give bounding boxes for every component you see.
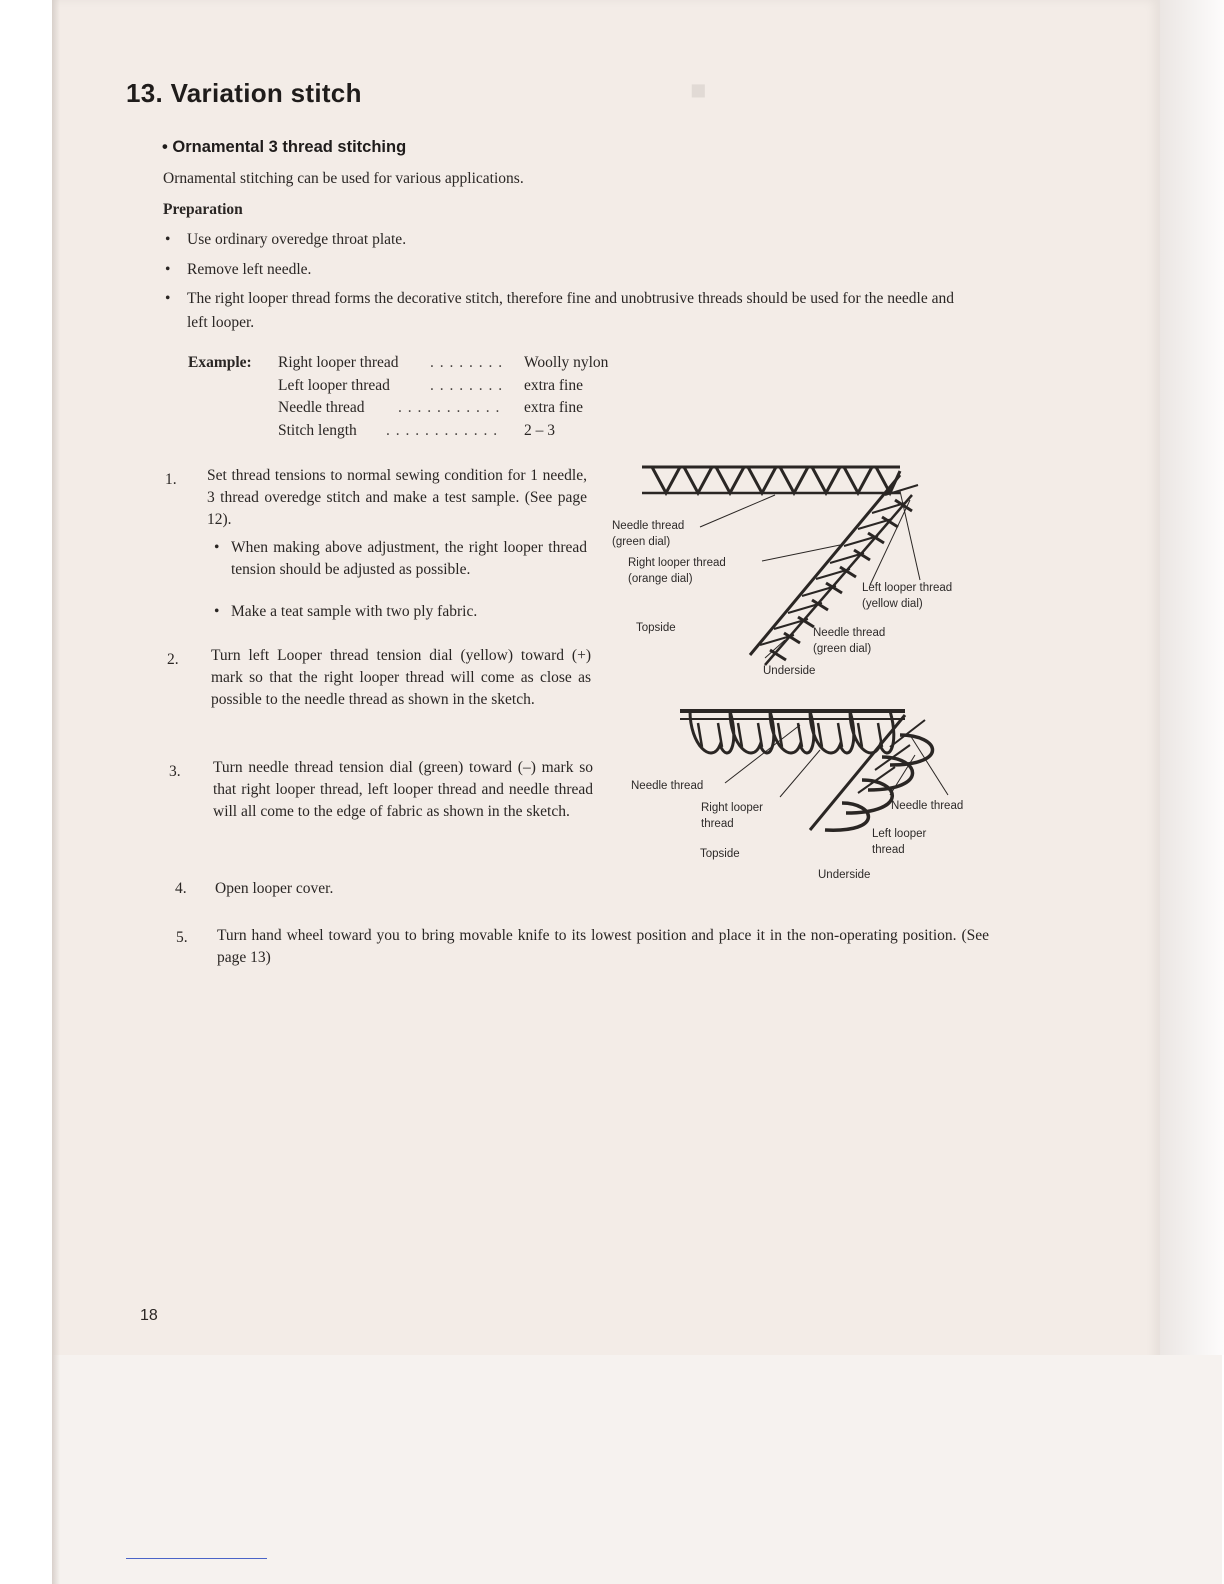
leader-dots: . . . . . . . .: [430, 377, 504, 394]
example-label: Example:: [188, 354, 252, 371]
page-edge-shadow: [1160, 0, 1224, 1355]
diagram-label: Needle thread: [813, 627, 886, 639]
step-text: Turn hand wheel toward you to bring movable knife to its lowest position and place it in the non-operating position. (See page 13): [217, 927, 989, 966]
step-text: Turn needle thread tension dial (green) toward (–) mark so that right looper thread, left looper thread and needle thread will all come to the edge of fabric as shown in the sketch.: [213, 759, 593, 820]
bullet-icon: •: [214, 539, 220, 556]
example-row-name: Right looper thread: [278, 354, 399, 371]
diagram-label: Needle thread: [612, 520, 685, 532]
intro-text: Ornamental stitching can be used for various applications.: [163, 170, 524, 187]
step-sub-text: Make a teat sample with two ply fabric.: [231, 603, 478, 620]
step-number: 5.: [176, 929, 188, 946]
show-through-artifact: ■: [690, 75, 707, 105]
step-number: 4.: [175, 880, 187, 897]
diagram-label: Needle thread: [891, 800, 964, 812]
diagram-label: Needle thread: [631, 780, 704, 792]
diagram-label: Left looper thread: [862, 582, 953, 594]
diagram-label: (green dial): [813, 643, 872, 655]
example-row-value: extra fine: [524, 377, 583, 394]
diagram-label: Topside: [636, 622, 676, 634]
leader-dots: . . . . . . . .: [430, 354, 504, 371]
leader-dots: . . . . . . . . . . .: [398, 399, 501, 416]
stitch-diagram-2: [620, 695, 990, 845]
example-row-name: Needle thread: [278, 399, 365, 416]
step-text: Set thread tensions to normal sewing condition for 1 needle, 3 thread overedge stitch and make a test sample. (See page 12).: [207, 467, 587, 528]
bullet-icon: •: [165, 231, 171, 248]
example-row-name: Stitch length: [278, 422, 357, 439]
bullet-icon: •: [165, 261, 171, 278]
diagram-label: (yellow dial): [862, 598, 923, 610]
footer-rule: [126, 1558, 267, 1559]
step-number: 2.: [167, 651, 179, 668]
bullet-icon: •: [165, 290, 171, 307]
step-text: Turn left Looper thread tension dial (yellow) toward (+) mark so that the right looper thread will come as close as possible to the needle thread as shown in the sketch.: [211, 647, 591, 708]
page-bottom-sheet: [52, 1355, 1222, 1584]
bullet-icon: •: [214, 603, 220, 620]
diagram-label: Underside: [763, 665, 816, 677]
diagram-label: Topside: [700, 848, 740, 860]
diagram-label: Underside: [818, 869, 871, 881]
step-sub-text: When making above adjustment, the right looper thread tension should be adjusted as possible.: [231, 539, 587, 578]
preparation-heading: Preparation: [163, 201, 243, 218]
diagram-label: thread: [872, 844, 905, 856]
diagram-label: (green dial): [612, 536, 671, 548]
example-row-name: Left looper thread: [278, 377, 390, 394]
example-row-value: 2 – 3: [524, 422, 555, 439]
diagram-label: (orange dial): [628, 573, 693, 585]
section-subtitle: • Ornamental 3 thread stitching: [162, 138, 407, 156]
page-title: 13. Variation stitch: [126, 78, 362, 108]
page-number: 18: [140, 1307, 158, 1324]
binding-edge: [52, 0, 60, 1584]
step-number: 3.: [169, 763, 181, 780]
diagram-label: Right looper thread: [628, 557, 726, 569]
diagram-label: thread: [701, 818, 734, 830]
step-number: 1.: [165, 471, 177, 488]
diagram-label: Right looper: [701, 802, 764, 814]
diagram-label: Left looper: [872, 828, 927, 840]
leader-dots: . . . . . . . . . . . .: [386, 422, 499, 439]
step-text: Open looper cover.: [215, 880, 334, 897]
example-row-value: Woolly nylon: [524, 354, 609, 371]
example-row-value: extra fine: [524, 399, 583, 416]
